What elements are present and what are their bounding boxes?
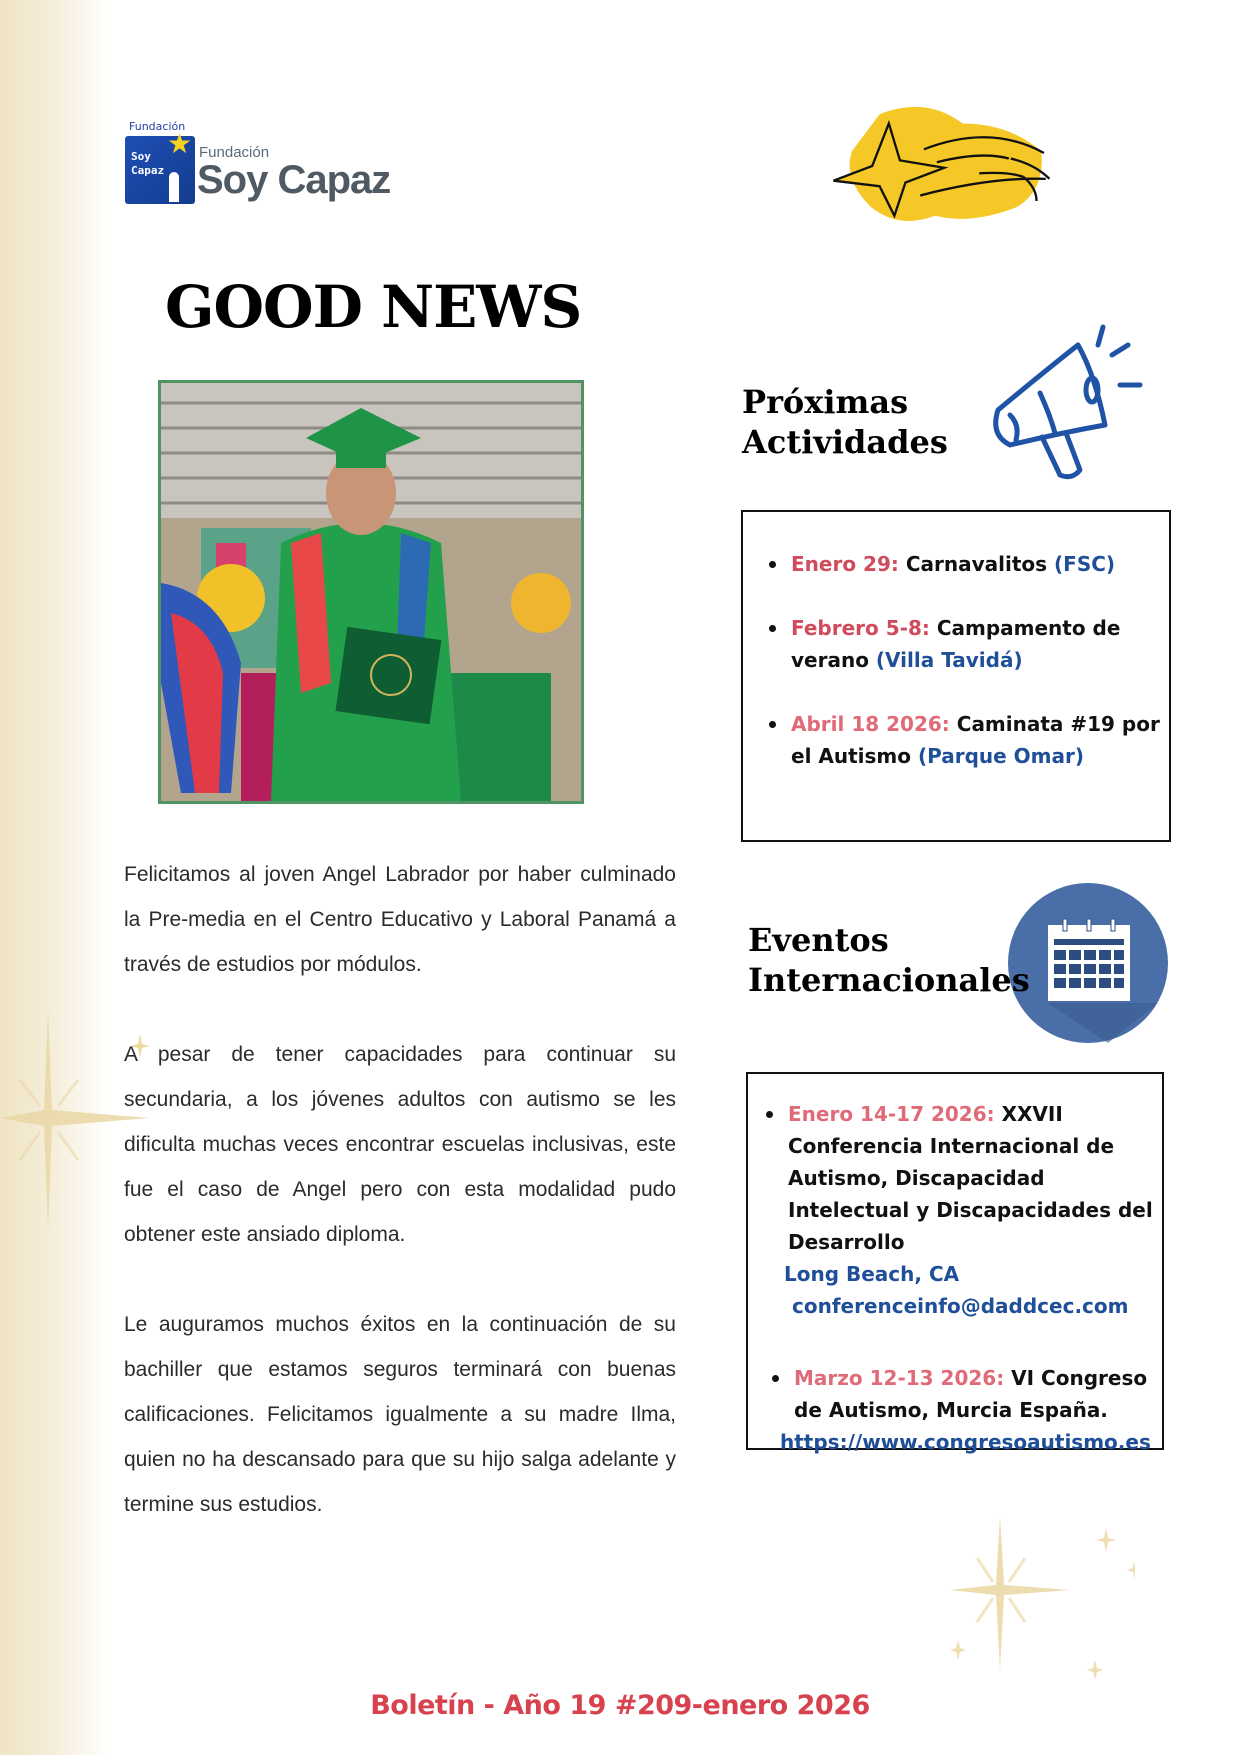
page-headline: GOOD NEWS xyxy=(165,273,582,341)
page-gradient-margin xyxy=(0,0,110,1755)
logo-name: Soy Capaz xyxy=(197,158,391,202)
event-item: Enero 14-17 2026: XXVII Conferencia Internacional de Autismo, Discapacidad Intelectual y Discapacidades del Desarrollo Long Beach, CA conferenceinfo@daddcec.com xyxy=(748,1098,1162,1322)
article-paragraph: A pesar de tener capacidades para continuar su secundaria, a los jóvenes adultos con autismo se les dificulta muchas veces encontrar escuelas inclusivas, este fue el caso de Angel pero con esta modalidad pudo obtener este ansiado diploma. xyxy=(124,1043,676,1246)
foundation-logo xyxy=(125,122,395,212)
eventos-list xyxy=(748,1074,1162,1458)
calendar-icon xyxy=(1008,883,1168,1043)
proximas-activities-box xyxy=(741,510,1171,842)
activity-item: Enero 29: Carnavalitos (FSC) xyxy=(743,548,1169,580)
international-events-box xyxy=(746,1072,1164,1454)
star-icon: ★ xyxy=(167,127,193,160)
section-heading-eventos: Eventos Internacionales xyxy=(748,921,1030,999)
event-website-link[interactable]: https://www.congresoautismo.es xyxy=(780,1430,1151,1454)
article-paragraph: Felicitamos al joven Angel Labrador por haber culminado la Pre-media en el Centro Educativo y Laboral Panamá a través de estudios por módulos. xyxy=(124,863,676,976)
article-body xyxy=(124,852,676,1572)
activity-item: Febrero 5-8: Campamento de verano (Villa Tavidá) xyxy=(743,612,1169,676)
article-paragraph: Le auguramos muchos éxitos en la continuación de su bachiller que estamos seguros terminará con buenas calificaciones. Felicitamos igualmente a su madre Ilma, quien no ha descansado para que su hijo salga adelante y termine sus estudios. xyxy=(124,1313,676,1516)
shooting-star-icon xyxy=(815,85,1055,245)
activity-item: Abril 18 2026: Caminata #19 por el Autismo (Parque Omar) xyxy=(743,708,1169,772)
event-item: Marzo 12-13 2026: VI Congreso de Autismo, Murcia España. https://www.congresoautismo.es xyxy=(748,1362,1162,1458)
logo-top-label: Fundación xyxy=(129,120,186,133)
section-heading-proximas: Próximas Actividades xyxy=(742,383,948,461)
logo-mark-text: Soy Capaz xyxy=(131,150,165,177)
raised-finger-icon xyxy=(169,172,179,202)
graduate-photo xyxy=(158,380,584,804)
event-location: Long Beach, CA xyxy=(784,1262,960,1286)
megaphone-icon xyxy=(980,315,1150,490)
event-email-link[interactable]: conferenceinfo@daddcec.com xyxy=(792,1294,1129,1318)
proximas-list xyxy=(743,512,1169,772)
newsletter-footer: Boletín - Año 19 #209-enero 2026 xyxy=(370,1690,870,1721)
sparkle-decoration-right xyxy=(935,1500,1135,1680)
graduate-photo-illustration xyxy=(161,383,581,801)
logo-foundation-label: Fundación xyxy=(199,144,270,161)
logo-mark xyxy=(125,127,195,204)
